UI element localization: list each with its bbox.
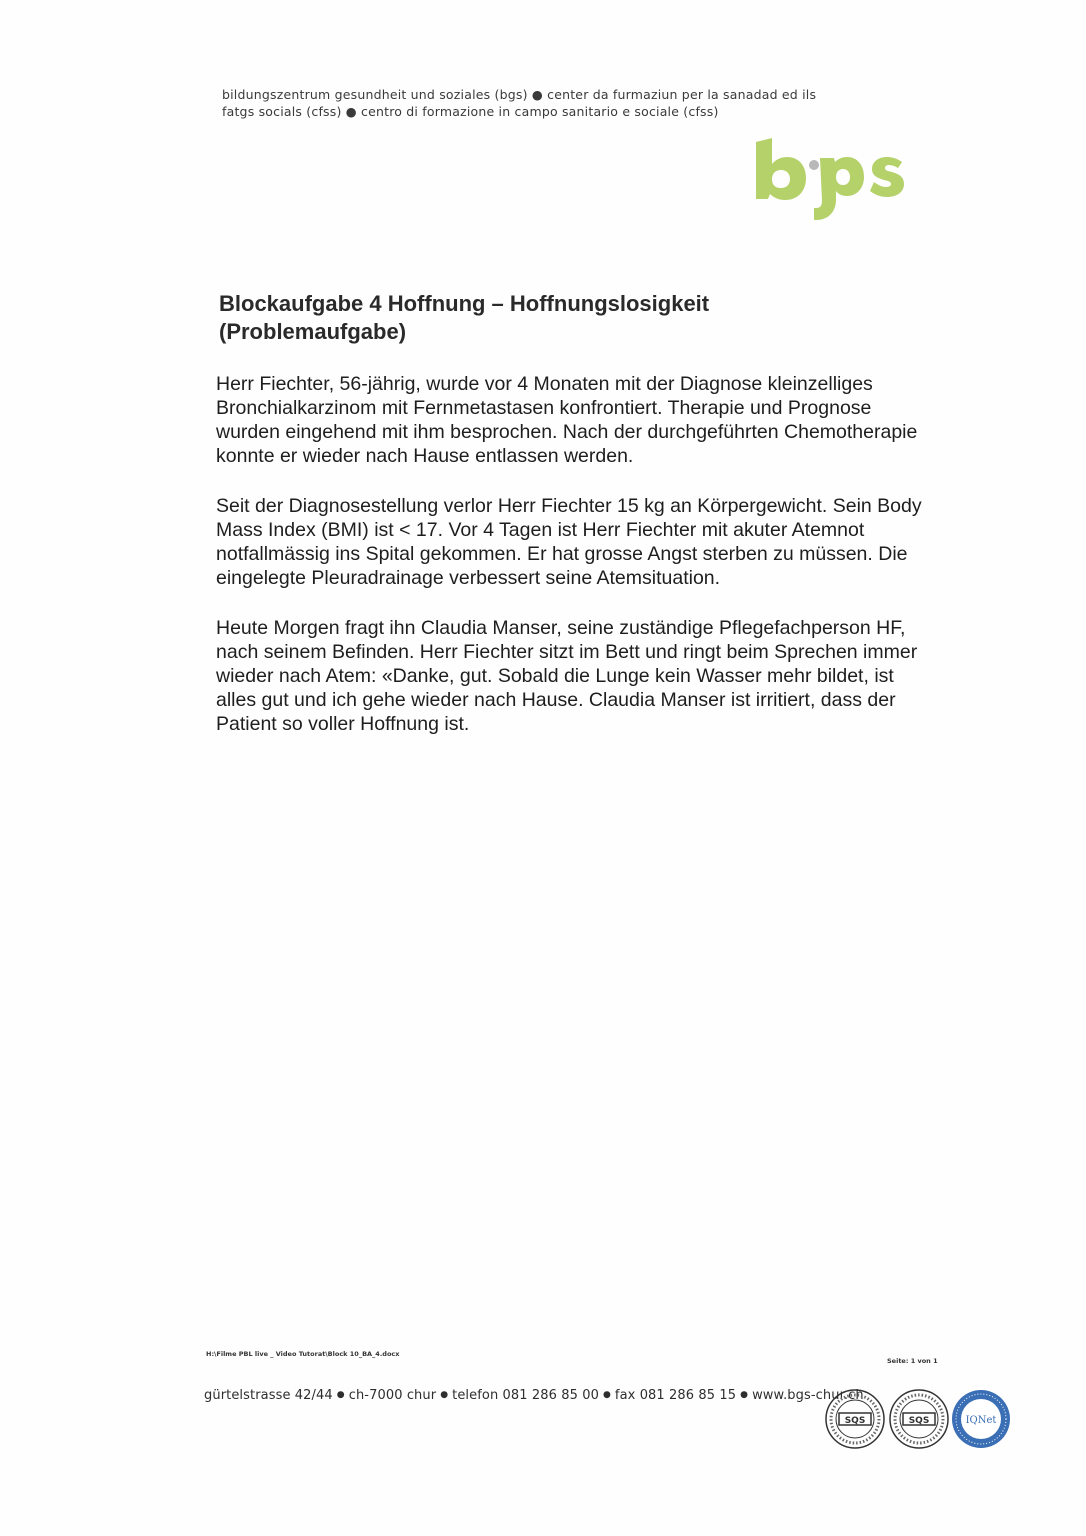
footer-fax: fax 081 286 85 15 (614, 1388, 737, 1403)
sqs-seal-icon (824, 1388, 886, 1450)
iqnet-seal-icon (950, 1388, 1012, 1450)
institution-line-2: fatgs socials (cfss) ● centro di formazione in campo sanitario e sociale (cfss) (222, 104, 719, 119)
sqs-seal-icon-2 (888, 1388, 950, 1450)
page-number: Seite: 1 von 1 (887, 1357, 938, 1365)
institution-header (222, 86, 822, 120)
paragraph-3: Heute Morgen fragt ihn Claudia Manser, seine zuständige Pflegefachperson HF, nach seinem Befinden. Herr Fiechter sitzt im Bett und ringt beim Sprechen immer wieder nach Atem: «Danke, gut. Sobald die Lunge kein Wasser mehr bildet, ist alles gut und ich gehe wieder nach Hause. Claudia Manser ist irritiert, dass der Patient so voller Hoffnung ist. (216, 617, 918, 735)
institution-line-1: bildungszentrum gesundheit und soziales (bgs) ● center da furmaziun per la sanadad ed ils (222, 87, 817, 102)
svg-text:IQNet: IQNet (965, 1415, 997, 1426)
bullet-separator: ● (440, 1390, 449, 1400)
bgs-logo (752, 128, 912, 228)
title-line-1: Blockaufgabe 4 Hoffnung – Hoffnungslosigkeit (219, 291, 710, 316)
case-description (216, 372, 936, 762)
bullet-separator: ● (336, 1390, 345, 1400)
certification-seals (824, 1388, 1014, 1454)
footer-phone: telefon 081 286 85 00 (452, 1388, 599, 1403)
footer-city: ch-7000 chur (348, 1388, 437, 1403)
footer-street: gürtelstrasse 42/44 (204, 1388, 333, 1403)
bullet-separator: ● (602, 1390, 611, 1400)
bgs-logo-graphic (752, 128, 912, 228)
footer-website[interactable]: www.bgs-chur.ch (752, 1388, 864, 1403)
file-path: H:\Filme PBL live _ Video Tutorat\Block 10_BA_4.docx (206, 1350, 400, 1358)
paragraph-1: Herr Fiechter, 56-jährig, wurde vor 4 Monaten mit der Diagnose kleinzelliges Bronchialkarzinom mit Fernmetastasen konfrontiert. Therapie und Prognose wurden eingehend mit ihm besprochen. Nach der durchgeführten Chemotherapie konnte er wieder nach Hause entlassen werden. (216, 373, 918, 467)
svg-text:SQS: SQS (844, 1416, 866, 1426)
svg-text:SQS: SQS (908, 1416, 930, 1426)
footer-contact (204, 1388, 864, 1403)
paragraph-2: Seit der Diagnosestellung verlor Herr Fiechter 15 kg an Körpergewicht. Sein Body Mass Index (BMI) ist < 17. Vor 4 Tagen ist Herr Fiechter mit akuter Atemnot notfallmässig ins Spital gekommen. Er hat grosse Angst sterben zu müssen. Die eingelegte Pleuradrainage verbessert seine Atemsituation. (216, 495, 922, 589)
document-title (219, 290, 839, 346)
bullet-separator: ● (740, 1390, 749, 1400)
title-line-2: (Problemaufgabe) (219, 319, 407, 344)
